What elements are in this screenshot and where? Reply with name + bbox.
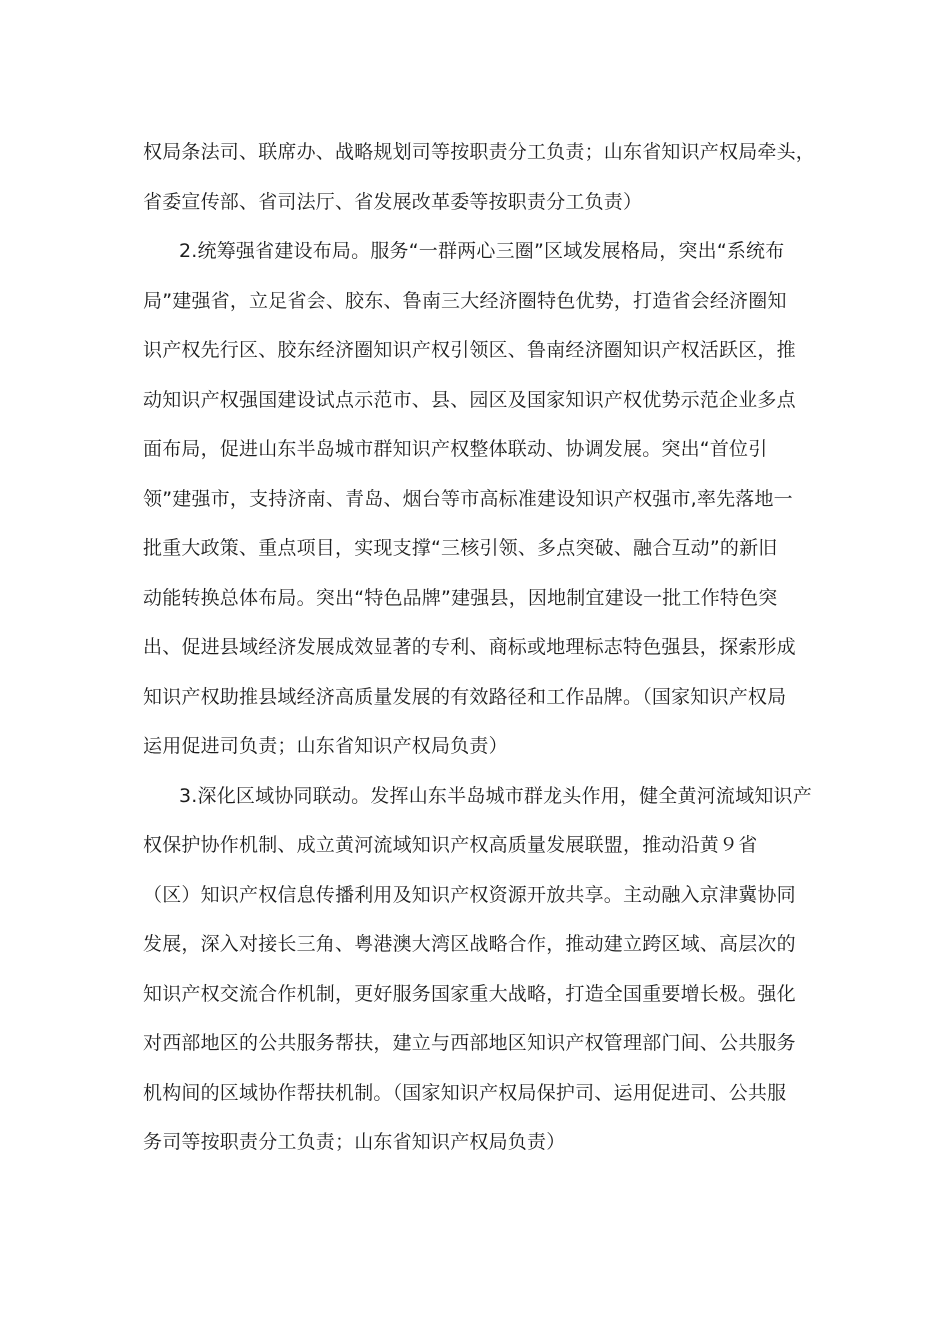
text-line: 识产权先行区、胶东经济圈知识产权引领区、鲁南经济圈知识产权活跃区，推 [143, 339, 796, 361]
text-line: 机构间的区域协作帮扶机制。（国家知识产权局保护司、运用促进司、公共服 [143, 1081, 787, 1104]
paragraph-start-line: 2.统筹强省建设布局。服务“一群两心三圈”区域发展格局，突出“系统布 [179, 240, 785, 262]
text-line: 运用促进司负责；山东省知识产权局负责） [143, 735, 508, 757]
text-line: 知识产权助推县域经济高质量发展的有效路径和工作品牌。（国家知识产权局 [143, 685, 787, 708]
text-line: 动能转换总体布局。突出“特色品牌”建强县，因地制宜建设一批工作特色突 [143, 586, 778, 609]
text-line: 省委宣传部、省司法厅、省发展改革委等按职责分工负责） [143, 190, 643, 213]
text-line: 权局条法司、联席办、战略规划司等按职责分工负责；山东省知识产权局牵头， [143, 141, 816, 163]
text-line: 动知识产权强国建设试点示范市、县、园区及国家知识产权优势示范企业多点 [143, 388, 796, 411]
text-line: 局”建强省，立足省会、胶东、鲁南三大经济圈特色优势，打造省会经济圈知 [143, 289, 787, 312]
text-line: 对西部地区的公共服务帮扶，建立与西部地区知识产权管理部门间、公共服务 [143, 1032, 796, 1054]
text-line: 知识产权交流合作机制，更好服务国家重大战略，打造全国重要增长极。强化 [143, 982, 796, 1005]
paragraph-start-line: 3.深化区域协同联动。发挥山东半岛城市群龙头作用，健全黄河流域知识产 [179, 784, 812, 807]
body-text [143, 130, 823, 1170]
text-line: 批重大政策、重点项目，实现支撑“三核引领、多点突破、融合互动”的新旧 [143, 537, 778, 559]
text-line: 出、促进县域经济发展成效显著的专利、商标或地理标志特色强县，探索形成 [143, 636, 796, 658]
text-line: 发展，深入对接长三角、粤港澳大湾区战略合作，推动建立跨区域、高层次的 [143, 933, 796, 955]
text-line: 领”建强市，支持济南、青岛、烟台等市高标准建设知识产权强市,率先落地一 [143, 487, 793, 510]
text-line: 面布局，促进山东半岛城市群知识产权整体联动、协调发展。突出“首位引 [143, 438, 768, 460]
text-line: 权保护协作机制、成立黄河流域知识产权高质量发展联盟，推动沿黄９省 [143, 834, 758, 856]
text-line: 务司等按职责分工负责；山东省知识产权局负责） [143, 1131, 566, 1153]
text-line: （区）知识产权信息传播利用及知识产权资源开放共享。主动融入京津冀协同 [143, 883, 796, 906]
